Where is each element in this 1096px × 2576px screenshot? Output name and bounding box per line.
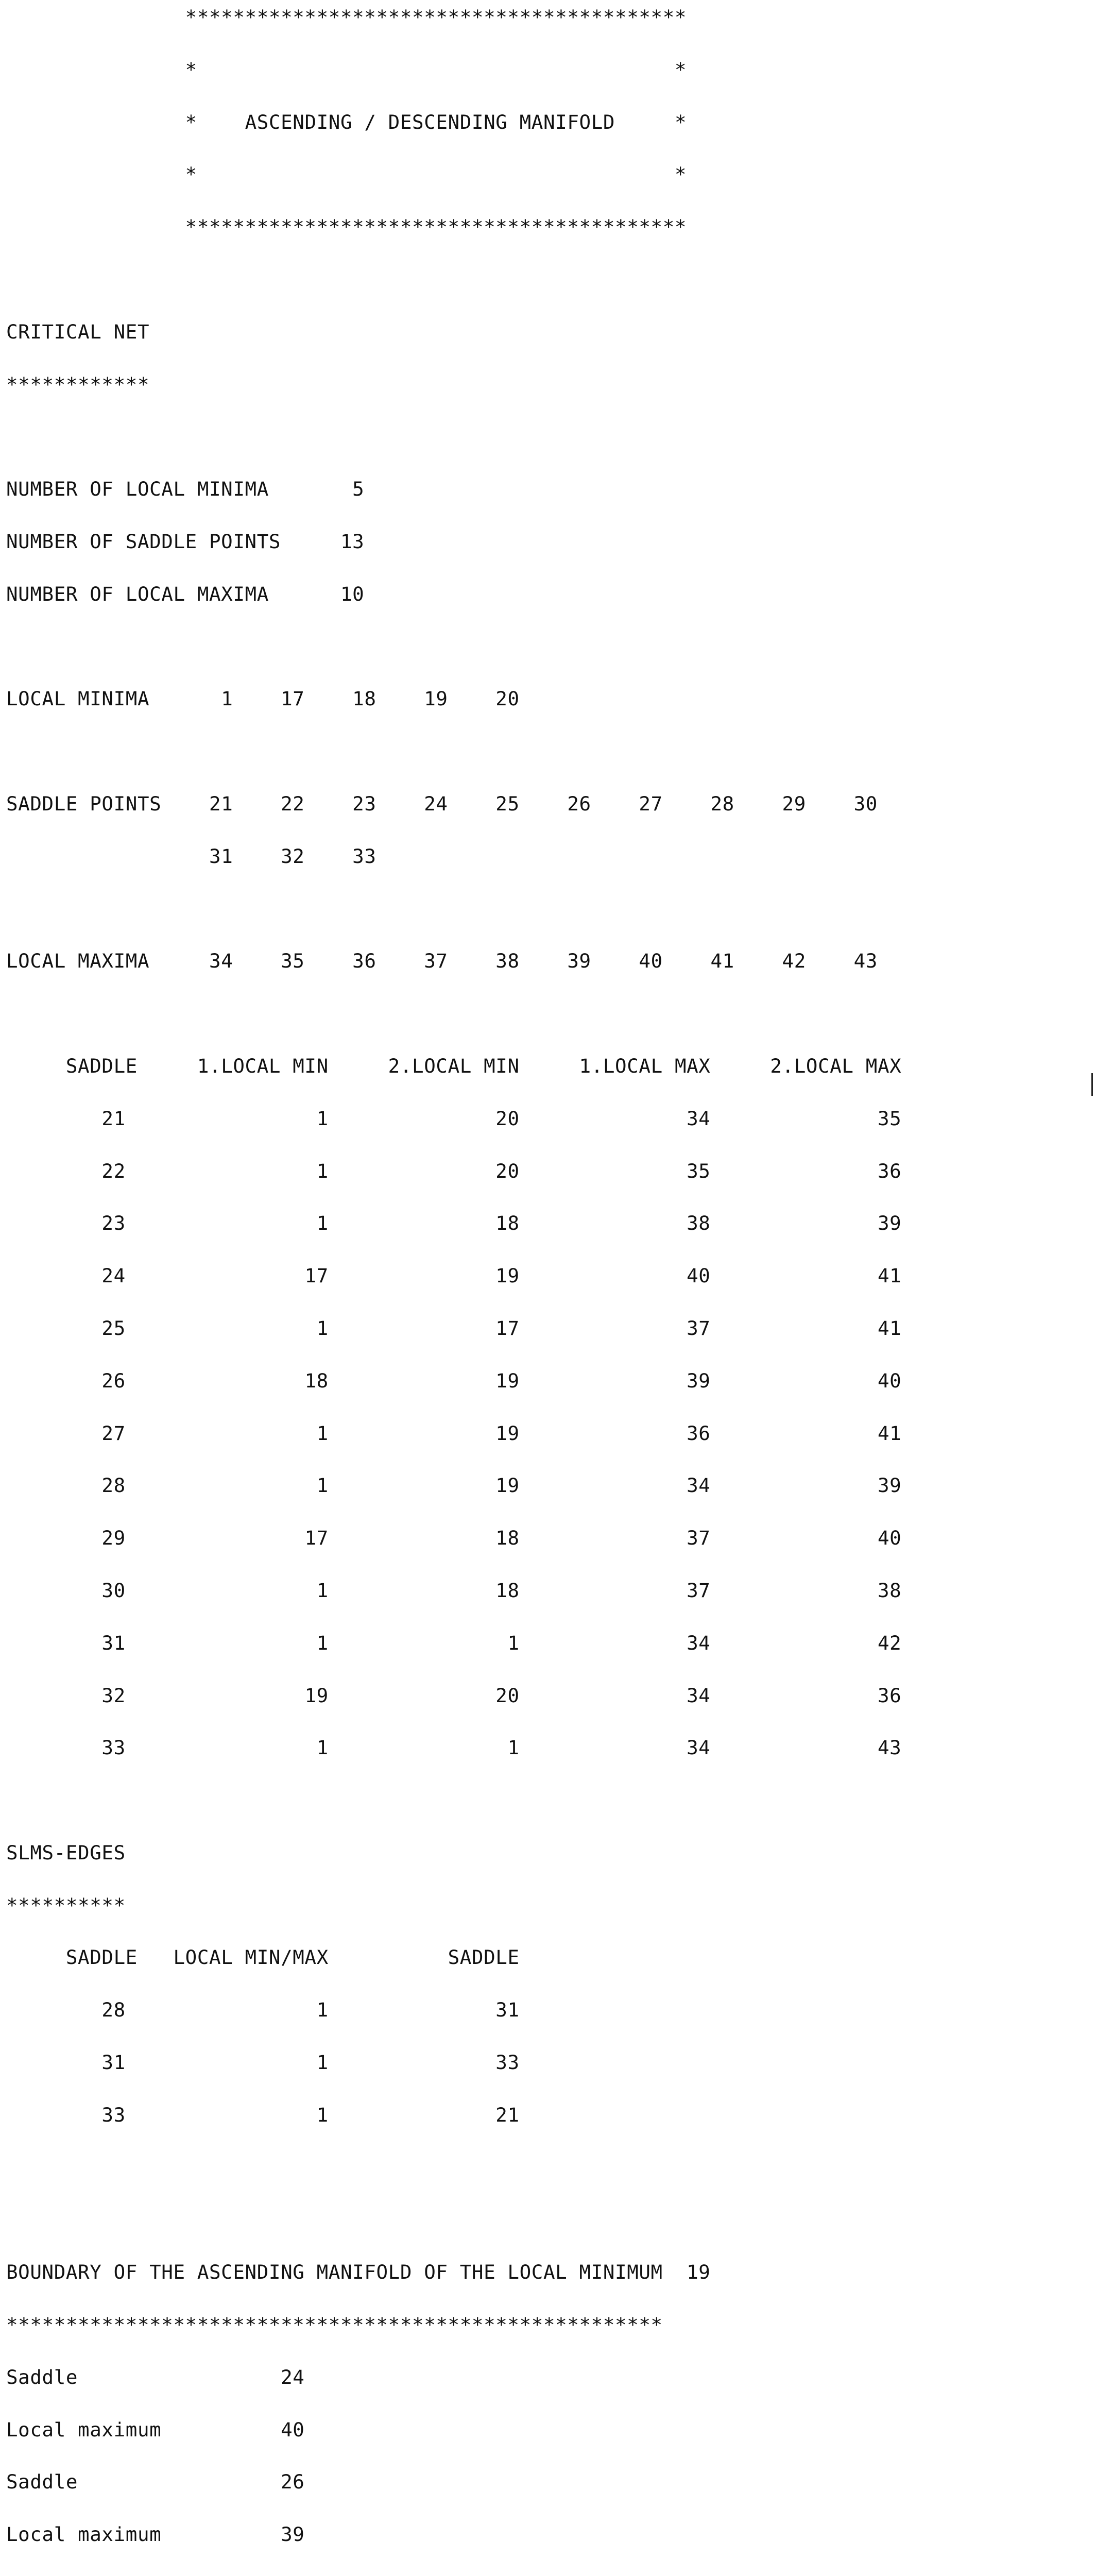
boundary-row <box>6 2417 1088 2443</box>
slms-edges-headers-2: SADDLE <box>328 1946 520 1969</box>
critical-net-saddle-table-rows-11-4: 36 <box>710 1684 902 1707</box>
critical-net-saddle-table-headers-1: 1.LOCAL MIN <box>137 1054 329 1077</box>
critical-net-saddle-table-rows-2-1: 1 <box>137 1212 329 1235</box>
slms-edges-headers-1: LOCAL MIN/MAX <box>137 1946 329 1969</box>
banner-title: ASCENDING / DESCENDING MANIFOLD <box>245 110 615 133</box>
table-row <box>6 1578 1088 1604</box>
critical-net-saddle-table-rows-5-1: 18 <box>137 1369 329 1392</box>
critical-net-saddle-table-rows-8-3: 37 <box>519 1527 711 1550</box>
critical-net-saddle-table-rows-6-1: 1 <box>137 1421 329 1445</box>
console-output <box>6 4 1088 2576</box>
critical-net-local-maxima-rows-0-4: 38 <box>448 950 520 973</box>
critical-net-local-minima-rows-0-2: 18 <box>304 687 376 710</box>
critical-net-saddle-table-rows-6-2: 19 <box>328 1421 520 1445</box>
boundary-heading: BOUNDARY OF THE ASCENDING MANIFOLD OF THE LOCAL MINIMUM <box>6 2261 663 2284</box>
saddle-id: 25 <box>101 1316 126 1340</box>
section-heading <box>6 2259 1088 2285</box>
critical-net-saddle-table-rows-8-1: 17 <box>137 1527 329 1550</box>
critical-net-local-minima-rows-0-0: 1 <box>173 687 233 710</box>
boundary-row <box>6 2469 1088 2495</box>
saddle-id: 33 <box>101 1736 126 1759</box>
slms-edges-rows-2-0: 33 <box>101 2103 126 2126</box>
critical-net-local-minima-rows-0-1: 17 <box>233 687 305 710</box>
slms-edges-underline: ********** <box>6 1893 126 1917</box>
table-row <box>6 1210 1088 1236</box>
table-row <box>6 1735 1088 1761</box>
critical-net-saddle-table-rows-4-3: 37 <box>519 1316 711 1340</box>
slms-edges-rows-1-0: 31 <box>101 2051 126 2074</box>
critical-net-saddle-table-rows-11-2: 20 <box>328 1684 520 1707</box>
boundary-row <box>6 2521 1088 2548</box>
count-row: NUMBER OF SADDLE POINTS 13 <box>6 530 365 553</box>
count-row: NUMBER OF LOCAL MINIMA 5 <box>6 478 365 501</box>
critical-net-saddle-table-rows-12-1: 1 <box>137 1736 329 1759</box>
critical-net-saddle-table-rows-1-2: 20 <box>328 1159 520 1182</box>
critical-net-saddle-points-rows-1-0: 31 <box>161 844 233 868</box>
critical-net-local-minima-rows-0-4: 20 <box>448 687 520 710</box>
critical-net-saddle-points-rows-0-0: 21 <box>161 792 233 815</box>
table-row <box>6 1368 1088 1394</box>
banner-side-char: * <box>185 58 197 81</box>
saddle-id: 28 <box>101 1474 126 1497</box>
banner-side-char: * <box>185 163 197 186</box>
critical-net-local-maxima-rows-0-3: 37 <box>376 950 448 973</box>
local-maxima-row: LOCAL MAXIMA 34 35 36 37 38 39 40 41 42 43 <box>6 950 878 973</box>
critical-net-saddle-table-rows-7-2: 19 <box>328 1474 520 1497</box>
slms-edges-rows-1-1: 1 <box>137 2051 329 2074</box>
critical-net-saddle-points-rows-0-9: 30 <box>806 792 878 815</box>
slms-edges-rows-2-2: 21 <box>328 2103 520 2126</box>
boundary-items-1-value: 40 <box>281 2418 305 2441</box>
critical-net-saddle-table-rows-1-4: 36 <box>710 1159 902 1182</box>
saddle-id: 27 <box>101 1421 126 1445</box>
blank-line <box>6 423 1088 450</box>
critical-net-heading: CRITICAL NET <box>6 320 150 343</box>
critical-net-saddle-table-rows-2-3: 38 <box>519 1212 711 1235</box>
boundary-underline: ******************************************************* <box>6 2313 663 2336</box>
critical-net-saddle-table-rows-12-3: 34 <box>519 1736 711 1759</box>
table-row <box>6 1630 1088 1656</box>
table-row <box>6 1997 1088 2023</box>
critical-net-saddle-table-rows-2-2: 18 <box>328 1212 520 1235</box>
boundary-items-3-value: 39 <box>281 2523 305 2546</box>
section-heading <box>6 319 1088 345</box>
table-header <box>6 1053 1088 1079</box>
table-row <box>6 1158 1088 1184</box>
table-row <box>6 1106 1088 1132</box>
table-row <box>6 2102 1088 2128</box>
table-row <box>6 1420 1088 1447</box>
boundary-items-3-kind: Local maximum <box>6 2523 281 2546</box>
blank-line <box>6 738 1088 765</box>
critical-net-saddle-table-rows-10-1: 1 <box>137 1631 329 1654</box>
critical-net-saddle-table-rows-10-2: 1 <box>328 1631 520 1654</box>
blank-line <box>6 266 1088 293</box>
slms-edges-heading: SLMS-EDGES <box>6 1841 126 1864</box>
slms-edges-headers-0: SADDLE <box>6 1946 138 1969</box>
critical-net-saddle-table-rows-0-1: 1 <box>137 1107 329 1130</box>
critical-net-saddle-table-rows-9-1: 1 <box>137 1579 329 1602</box>
section-underline <box>6 1892 1088 1919</box>
saddle-id: 26 <box>101 1369 126 1392</box>
critical-net-saddle-table-rows-3-4: 41 <box>710 1264 902 1287</box>
critical-net-saddle-table-rows-5-2: 19 <box>328 1369 520 1392</box>
boundary-items-0-value: 24 <box>281 2365 305 2388</box>
saddle-id: 21 <box>101 1107 126 1130</box>
boundary-items-4-value <box>281 2575 304 2576</box>
critical-net-saddle-table-rows-5-3: 39 <box>519 1369 711 1392</box>
critical-net-local-maxima-rows-0-8: 42 <box>734 950 806 973</box>
critical-net-local-maxima-rows-0-9: 43 <box>806 950 878 973</box>
critical-net-local-maxima-rows-0-7: 41 <box>662 950 734 973</box>
critical-net-local-maxima-rows-0-6: 40 <box>591 950 663 973</box>
table-row <box>6 1263 1088 1289</box>
boundary-items-1-kind: Local maximum <box>6 2418 281 2441</box>
boundary-items-2-value: 26 <box>281 2470 305 2494</box>
critical-net-saddle-points-rows-0-7: 28 <box>662 792 734 815</box>
banner-bottom <box>6 214 1088 240</box>
section-underline <box>6 2312 1088 2338</box>
critical-net-saddle-table-rows-1-3: 35 <box>519 1159 711 1182</box>
saddle-id: 31 <box>101 1631 126 1654</box>
critical-net-local-minima-rows-0-3: 19 <box>376 687 448 710</box>
section-underline <box>6 371 1088 398</box>
blank-line <box>6 2155 1088 2181</box>
critical-net-local-maxima-rows-0-5: 39 <box>519 950 591 973</box>
critical-net-saddle-table-rows-6-3: 36 <box>519 1421 711 1445</box>
saddle-id: 30 <box>101 1579 126 1602</box>
banner-border-line: ****************************************** <box>185 6 687 28</box>
critical-net-local-maxima-rows-0-1: 35 <box>233 950 305 973</box>
banner-side-char: * <box>185 110 197 133</box>
critical-net-saddle-points-rows-0-3: 24 <box>376 792 448 815</box>
critical-net-saddle-table-rows-3-3: 40 <box>519 1264 711 1287</box>
banner-side <box>6 57 1088 83</box>
critical-net-saddle-points-rows-1-2: 33 <box>304 844 376 868</box>
saddle-id: 32 <box>101 1684 126 1707</box>
critical-net-saddle-table-rows-5-4: 40 <box>710 1369 902 1392</box>
boundary-minimum: 19 <box>687 2261 711 2284</box>
critical-net-saddle-table-rows-3-2: 19 <box>328 1264 520 1287</box>
critical-net-saddle-table-rows-12-2: 1 <box>328 1736 520 1759</box>
critical-net-saddle-points-rows-0-2: 23 <box>304 792 376 815</box>
banner-title <box>6 109 1088 135</box>
slms-edges-rows-0-1: 1 <box>137 1998 329 2022</box>
critical-net-saddle-table-rows-9-4: 38 <box>710 1579 902 1602</box>
critical-net-saddle-points-rows-0-4: 25 <box>448 792 520 815</box>
table-row <box>6 1683 1088 1709</box>
boundary-items-4-kind <box>6 2575 281 2576</box>
blank-line <box>6 1787 1088 1814</box>
critical-net-saddle-table-headers-0: SADDLE <box>6 1054 138 1077</box>
slms-edges-rows-0-2: 31 <box>328 1998 520 2022</box>
critical-net-saddle-table-rows-11-3: 34 <box>519 1684 711 1707</box>
saddle-points-row: SADDLE POINTS 21 22 23 24 25 26 27 28 29 30 <box>6 792 878 815</box>
count-row: NUMBER OF LOCAL MAXIMA 10 <box>6 582 365 605</box>
table-header <box>6 1944 1088 1971</box>
critical-net-saddle-table-rows-9-2: 18 <box>328 1579 520 1602</box>
banner-side <box>6 161 1088 188</box>
boundary-items-2-kind: Saddle <box>6 2470 281 2494</box>
slms-edges-rows-1-2: 33 <box>328 2051 520 2074</box>
table-row <box>6 1315 1088 1342</box>
critical-net-saddle-table-rows-8-2: 18 <box>328 1527 520 1550</box>
critical-net-saddle-table-rows-4-1: 1 <box>137 1316 329 1340</box>
text-cursor-icon <box>1091 1073 1093 1096</box>
critical-net-saddle-table-rows-9-3: 37 <box>519 1579 711 1602</box>
boundary-items-0-kind: Saddle <box>6 2365 281 2388</box>
critical-net-local-maxima-rows-0-2: 36 <box>304 950 376 973</box>
banner-side-char: * <box>674 110 687 133</box>
critical-net-saddle-table-rows-4-4: 41 <box>710 1316 902 1340</box>
critical-net-local-maxima-rows-0-0: 34 <box>161 950 233 973</box>
saddle-id: 24 <box>101 1264 126 1287</box>
console-text <box>6 4 1088 2576</box>
critical-net-saddle-table-rows-6-4: 41 <box>710 1421 902 1445</box>
saddle-id: 22 <box>101 1159 126 1182</box>
critical-net-saddle-table-headers-3: 1.LOCAL MAX <box>519 1054 711 1077</box>
blank-line <box>6 2207 1088 2233</box>
blank-line <box>6 1001 1088 1027</box>
table-row <box>6 1525 1088 1551</box>
saddle-points-row <box>6 843 1088 870</box>
critical-net-saddle-table-rows-2-4: 39 <box>710 1212 902 1235</box>
critical-net-saddle-table-rows-0-2: 20 <box>328 1107 520 1130</box>
critical-net-saddle-table-headers-4: 2.LOCAL MAX <box>710 1054 902 1077</box>
saddle-id: 29 <box>101 1527 126 1550</box>
critical-net-saddle-points-rows-0-1: 22 <box>233 792 305 815</box>
critical-net-underline: ************ <box>6 372 150 396</box>
critical-net-saddle-table-rows-10-3: 34 <box>519 1631 711 1654</box>
saddle-id: 23 <box>101 1212 126 1235</box>
critical-net-saddle-points-rows-0-6: 27 <box>591 792 663 815</box>
banner-top <box>6 4 1088 30</box>
critical-net-saddle-table-rows-7-4: 39 <box>710 1474 902 1497</box>
blank-line <box>6 634 1088 660</box>
boundary-row <box>6 2574 1088 2576</box>
critical-net-saddle-table-rows-4-2: 17 <box>328 1316 520 1340</box>
critical-net-saddle-table-rows-10-4: 42 <box>710 1631 902 1654</box>
critical-net-saddle-table-rows-7-3: 34 <box>519 1474 711 1497</box>
critical-net-saddle-table-headers-2: 2.LOCAL MIN <box>328 1054 520 1077</box>
critical-net-saddle-points-rows-1-1: 32 <box>233 844 305 868</box>
banner-border-line: ****************************************** <box>185 215 687 239</box>
critical-net-saddle-table-rows-1-1: 1 <box>137 1159 329 1182</box>
critical-net-saddle-table-rows-7-1: 1 <box>137 1474 329 1497</box>
critical-net-saddle-points-rows-0-8: 29 <box>734 792 806 815</box>
critical-net-saddle-points-rows-0-5: 26 <box>519 792 591 815</box>
table-row <box>6 2049 1088 2076</box>
critical-net-saddle-table-rows-0-4: 35 <box>710 1107 902 1130</box>
table-row <box>6 1472 1088 1499</box>
critical-net-saddle-table-rows-3-1: 17 <box>137 1264 329 1287</box>
local-minima-row: LOCAL MINIMA 1 17 18 19 20 <box>6 687 520 710</box>
critical-net-saddle-table-rows-8-4: 40 <box>710 1527 902 1550</box>
critical-net-saddle-table-rows-12-4: 43 <box>710 1736 902 1759</box>
banner-side-char: * <box>674 58 687 81</box>
banner-side-char: * <box>674 163 687 186</box>
critical-net-saddle-table-rows-11-1: 19 <box>137 1684 329 1707</box>
critical-net-saddle-table-rows-0-3: 34 <box>519 1107 711 1130</box>
slms-edges-rows-2-1: 1 <box>137 2103 329 2126</box>
slms-edges-rows-0-0: 28 <box>101 1998 126 2022</box>
blank-line <box>6 896 1088 922</box>
boundary-row <box>6 2364 1088 2391</box>
section-heading <box>6 1840 1088 1866</box>
